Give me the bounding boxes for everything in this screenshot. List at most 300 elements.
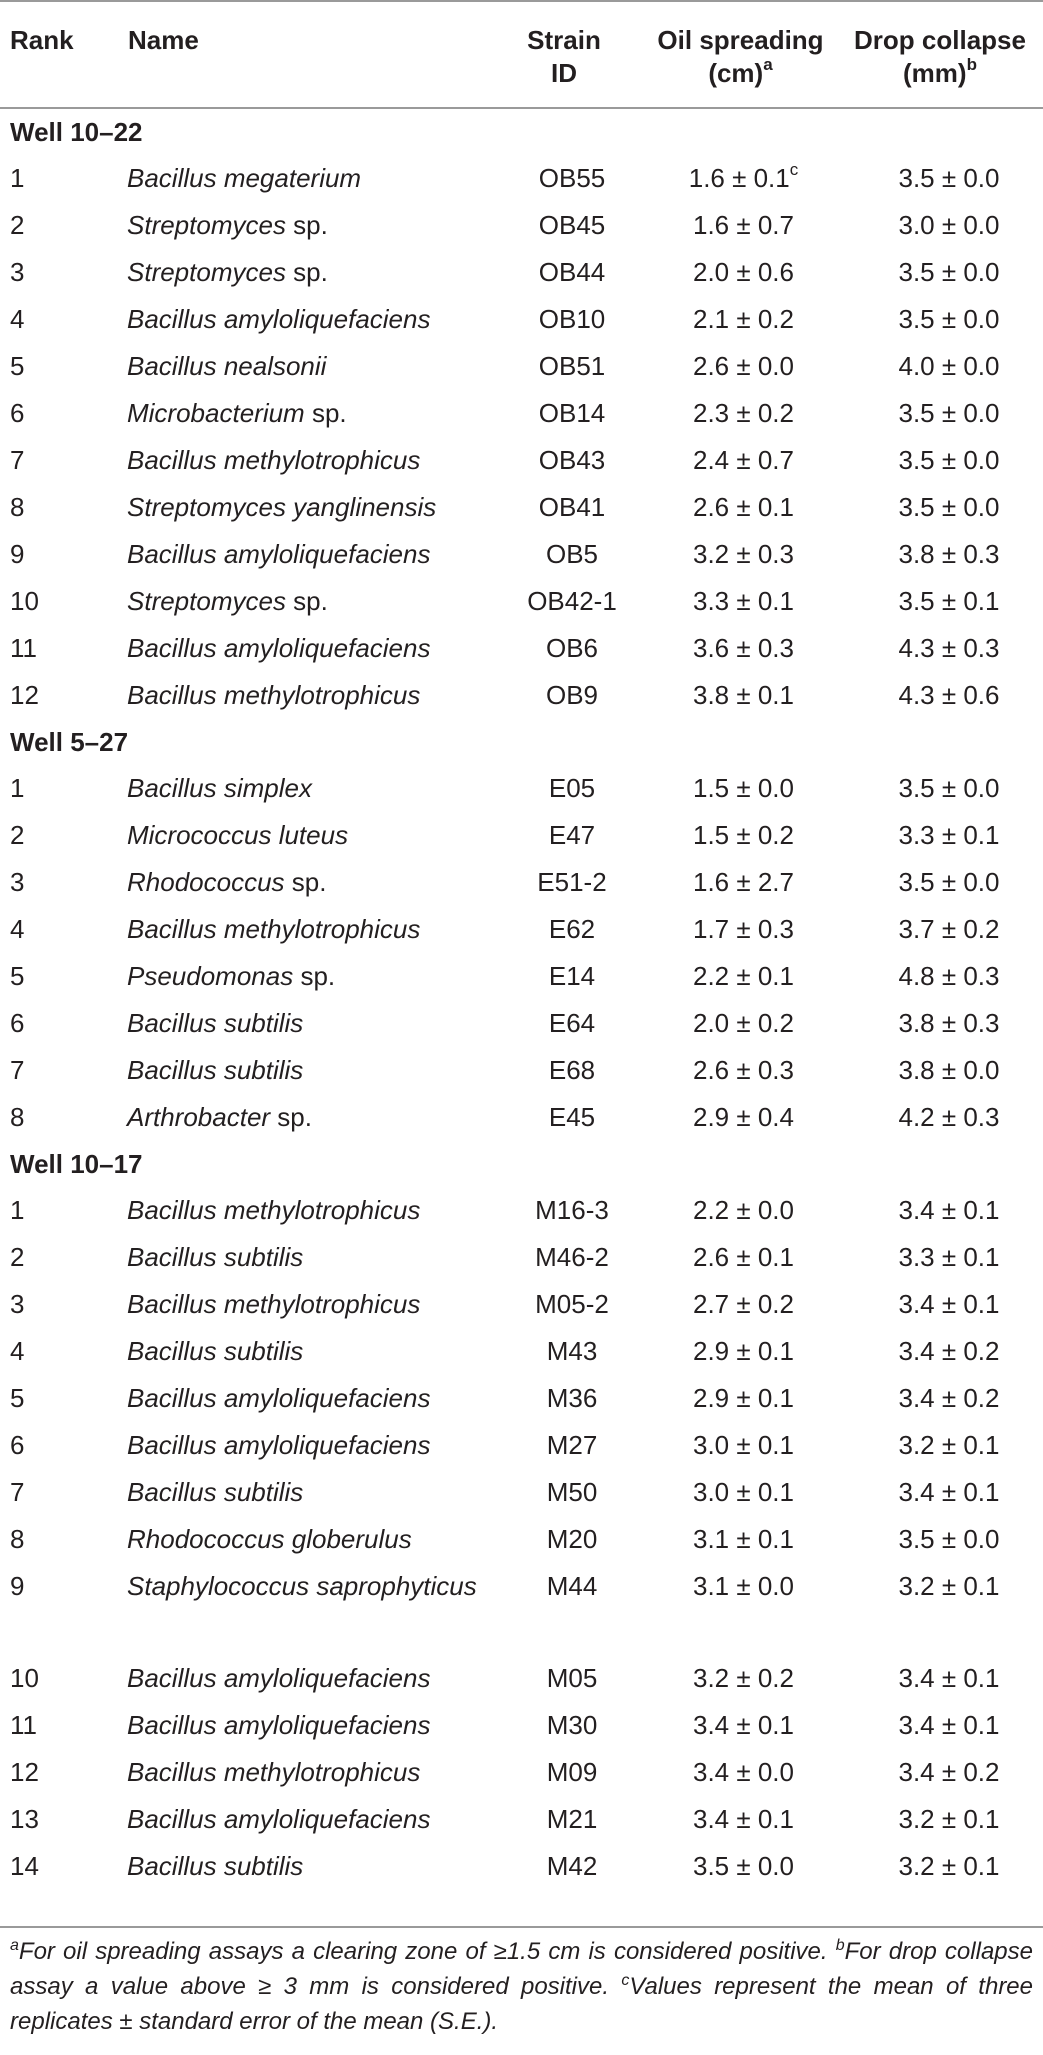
oil-value: 3.1 ± 0.0 bbox=[692, 1571, 794, 1601]
cell-strain-id: OB9 bbox=[545, 680, 599, 710]
cell-oil-spreading bbox=[644, 296, 837, 343]
header-strain bbox=[484, 1, 644, 108]
cell-rank: 1 bbox=[10, 773, 25, 803]
cell-strain-id: M05 bbox=[546, 1663, 598, 1693]
species-name: Bacillus amyloliquefaciens bbox=[127, 633, 431, 663]
cell-rank: 12 bbox=[10, 1757, 39, 1787]
cell-drop-collapse: 4.3 ± 0.3 bbox=[898, 633, 1000, 663]
cell-oil-spreading bbox=[644, 1281, 837, 1328]
species-name: Rhodococcus bbox=[127, 867, 285, 897]
cell-strain-id: OB45 bbox=[538, 210, 606, 240]
cell-name bbox=[124, 1094, 484, 1141]
cell-strain-id: OB44 bbox=[538, 257, 606, 287]
cell-drop-collapse: 3.7 ± 0.2 bbox=[898, 914, 1000, 944]
cell-strain-id: E45 bbox=[548, 1102, 596, 1132]
cell-strain-id: OB6 bbox=[545, 633, 599, 663]
cell-name bbox=[124, 531, 484, 578]
header-oil-line1: Oil spreading bbox=[657, 25, 824, 55]
table-row bbox=[0, 1796, 1043, 1843]
species-name: Bacillus subtilis bbox=[127, 1477, 304, 1507]
cell-drop-collapse: 3.5 ± 0.0 bbox=[898, 398, 1000, 428]
cell-strain-id: E47 bbox=[548, 820, 596, 850]
cell-name bbox=[124, 296, 484, 343]
cell-name bbox=[124, 1749, 484, 1796]
table-row bbox=[0, 1422, 1043, 1469]
species-name: Arthrobacter bbox=[127, 1102, 271, 1132]
cell-strain-id: M36 bbox=[546, 1383, 598, 1413]
cell-drop-collapse: 4.3 ± 0.6 bbox=[898, 680, 1000, 710]
species-name: Bacillus nealsonii bbox=[127, 351, 327, 381]
species-suffix: sp. bbox=[285, 257, 328, 287]
cell-name bbox=[124, 1563, 484, 1655]
species-name: Bacillus subtilis bbox=[127, 1008, 304, 1038]
cell-name bbox=[124, 765, 484, 812]
cell-strain-id: M09 bbox=[546, 1757, 598, 1787]
cell-rank: 8 bbox=[10, 1524, 25, 1554]
cell-rank: 11 bbox=[10, 1710, 37, 1740]
species-suffix: sp. bbox=[285, 586, 328, 616]
species-name: Bacillus amyloliquefaciens bbox=[127, 304, 431, 334]
oil-value: 2.6 ± 0.1 bbox=[692, 1242, 794, 1272]
cell-rank: 3 bbox=[10, 1289, 25, 1319]
cell-rank: 2 bbox=[10, 1242, 25, 1272]
cell-drop-collapse: 3.4 ± 0.1 bbox=[898, 1195, 1000, 1225]
cell-drop-collapse: 3.0 ± 0.0 bbox=[898, 210, 1000, 240]
cell-name bbox=[124, 484, 484, 531]
cell-name bbox=[124, 906, 484, 953]
table-row bbox=[0, 1655, 1043, 1702]
oil-value: 1.5 ± 0.2 bbox=[692, 820, 794, 850]
header-strain-line2: ID bbox=[551, 58, 577, 88]
cell-strain-id: M46-2 bbox=[535, 1242, 609, 1272]
species-name: Streptomyces yanglinensis bbox=[127, 492, 437, 522]
oil-value: 3.4 ± 0.0 bbox=[692, 1757, 794, 1787]
cell-oil-spreading bbox=[644, 1328, 837, 1375]
species-suffix: sp. bbox=[304, 398, 347, 428]
table-row bbox=[0, 437, 1043, 484]
cell-strain-id: M30 bbox=[546, 1710, 598, 1740]
cell-name bbox=[124, 1234, 484, 1281]
cell-oil-spreading bbox=[644, 1702, 837, 1749]
table-row bbox=[0, 1281, 1043, 1328]
cell-strain-id: M27 bbox=[546, 1430, 598, 1460]
cell-name bbox=[124, 1843, 484, 1890]
species-suffix: sp. bbox=[293, 961, 336, 991]
species-name: Rhodococcus globerulus bbox=[127, 1524, 412, 1554]
cell-name bbox=[124, 1281, 484, 1328]
table-row bbox=[0, 1749, 1043, 1796]
cell-strain-id: E14 bbox=[548, 961, 596, 991]
oil-value: 3.1 ± 0.1 bbox=[692, 1524, 794, 1554]
cell-oil-spreading bbox=[644, 531, 837, 578]
cell-drop-collapse: 3.5 ± 0.0 bbox=[898, 773, 1000, 803]
cell-drop-collapse: 3.4 ± 0.1 bbox=[898, 1663, 1000, 1693]
oil-value: 2.9 ± 0.1 bbox=[692, 1336, 794, 1366]
cell-strain-id: E64 bbox=[548, 1008, 596, 1038]
cell-rank: 1 bbox=[10, 163, 25, 193]
table-row bbox=[0, 1469, 1043, 1516]
footnote-c-text: Values represent the mean of three replicates ± standard error of the mean (S.E.). bbox=[10, 1973, 1034, 2035]
cell-rank: 6 bbox=[10, 398, 25, 428]
cell-oil-spreading bbox=[644, 578, 837, 625]
cell-rank: 2 bbox=[10, 820, 25, 850]
table-row bbox=[0, 953, 1043, 1000]
cell-rank: 10 bbox=[10, 586, 39, 616]
cell-oil-spreading bbox=[644, 1563, 837, 1655]
oil-value: 2.1 ± 0.2 bbox=[692, 304, 794, 334]
cell-rank: 6 bbox=[10, 1008, 25, 1038]
cell-drop-collapse: 3.5 ± 0.0 bbox=[898, 867, 1000, 897]
cell-name bbox=[124, 1375, 484, 1422]
species-name: Streptomyces bbox=[127, 210, 286, 240]
cell-rank: 3 bbox=[10, 867, 25, 897]
cell-name bbox=[124, 1187, 484, 1234]
species-name: Bacillus amyloliquefaciens bbox=[127, 1710, 431, 1740]
cell-strain-id: OB43 bbox=[538, 445, 606, 475]
cell-strain-id: E68 bbox=[548, 1055, 596, 1085]
cell-rank: 5 bbox=[10, 961, 25, 991]
cell-name bbox=[124, 202, 484, 249]
cell-drop-collapse: 3.2 ± 0.1 bbox=[898, 1430, 1000, 1460]
cell-rank: 11 bbox=[10, 633, 37, 663]
species-name: Bacillus subtilis bbox=[127, 1242, 304, 1272]
cell-rank: 7 bbox=[10, 1055, 25, 1085]
cell-rank: 3 bbox=[10, 257, 25, 287]
oil-value: 3.4 ± 0.1 bbox=[692, 1710, 794, 1740]
header-name: Name bbox=[124, 1, 484, 108]
table-row bbox=[0, 1000, 1043, 1047]
cell-strain-id: OB51 bbox=[538, 351, 606, 381]
oil-value: 1.7 ± 0.3 bbox=[692, 914, 794, 944]
header-oil bbox=[644, 1, 837, 108]
cell-drop-collapse: 3.5 ± 0.1 bbox=[898, 586, 1000, 616]
table-row bbox=[0, 484, 1043, 531]
cell-oil-spreading bbox=[644, 672, 837, 719]
cell-strain-id: M42 bbox=[546, 1851, 598, 1881]
table-row bbox=[0, 625, 1043, 672]
cell-drop-collapse: 3.4 ± 0.1 bbox=[898, 1710, 1000, 1740]
cell-strain-id: E51-2 bbox=[537, 867, 607, 897]
species-name: Bacillus amyloliquefaciens bbox=[127, 1804, 431, 1834]
cell-strain-id: M21 bbox=[546, 1804, 598, 1834]
cell-oil-spreading bbox=[644, 437, 837, 484]
oil-value: 3.2 ± 0.2 bbox=[692, 1663, 794, 1693]
oil-value: 3.0 ± 0.1 bbox=[692, 1477, 794, 1507]
cell-drop-collapse: 3.4 ± 0.1 bbox=[898, 1289, 1000, 1319]
header-drop-sup: b bbox=[966, 55, 977, 75]
header-strain-line1: Strain bbox=[527, 25, 601, 55]
oil-value: 3.3 ± 0.1 bbox=[692, 586, 794, 616]
group-title: Well 10–17 bbox=[10, 1149, 143, 1179]
species-name: Micrococcus luteus bbox=[127, 820, 349, 850]
table-row bbox=[0, 1234, 1043, 1281]
cell-rank: 4 bbox=[10, 914, 25, 944]
cell-oil-spreading bbox=[644, 1796, 837, 1843]
table-row bbox=[0, 1516, 1043, 1563]
cell-drop-collapse: 3.8 ± 0.3 bbox=[898, 1008, 1000, 1038]
cell-strain-id: OB42-1 bbox=[527, 586, 617, 616]
cell-drop-collapse: 3.2 ± 0.1 bbox=[898, 1571, 1000, 1601]
oil-value: 3.2 ± 0.3 bbox=[692, 539, 794, 569]
cell-rank: 8 bbox=[10, 1102, 25, 1132]
footnote-b-text: For drop collapse assay a value above ≥ 3 mm is considered positive. bbox=[10, 1938, 1033, 2000]
cell-rank: 4 bbox=[10, 304, 25, 334]
cell-oil-spreading bbox=[644, 1094, 837, 1141]
species-name: Bacillus methylotrophicus bbox=[127, 1757, 421, 1787]
cell-name bbox=[124, 1655, 484, 1702]
oil-value: 3.8 ± 0.1 bbox=[692, 680, 794, 710]
cell-strain-id: E62 bbox=[548, 914, 596, 944]
cell-oil-spreading bbox=[644, 812, 837, 859]
oil-value: 1.6 ± 2.7 bbox=[692, 867, 794, 897]
cell-drop-collapse: 3.2 ± 0.1 bbox=[898, 1804, 1000, 1834]
cell-drop-collapse: 3.4 ± 0.2 bbox=[898, 1383, 1000, 1413]
cell-drop-collapse: 3.4 ± 0.2 bbox=[898, 1757, 1000, 1787]
cell-drop-collapse: 3.2 ± 0.1 bbox=[898, 1851, 1000, 1881]
cell-oil-spreading bbox=[644, 1422, 837, 1469]
species-suffix: sp. bbox=[270, 1102, 312, 1132]
species-suffix: sp. bbox=[285, 210, 328, 240]
species-name: Bacillus methylotrophicus bbox=[127, 445, 421, 475]
table-row bbox=[0, 859, 1043, 906]
species-name: Bacillus methylotrophicus bbox=[127, 1195, 421, 1225]
table-row bbox=[0, 765, 1043, 812]
cell-rank: 7 bbox=[10, 1477, 25, 1507]
species-name: Streptomyces bbox=[127, 586, 286, 616]
cell-strain-id: M16-3 bbox=[535, 1195, 609, 1225]
cell-rank: 12 bbox=[10, 680, 39, 710]
cell-rank: 9 bbox=[10, 539, 25, 569]
cell-rank: 5 bbox=[10, 1383, 25, 1413]
table-row bbox=[0, 1047, 1043, 1094]
table-body bbox=[0, 108, 1043, 1890]
oil-value: 2.6 ± 0.0 bbox=[692, 351, 794, 381]
group-header-row bbox=[0, 108, 1043, 155]
cell-name bbox=[124, 437, 484, 484]
cell-oil-spreading bbox=[644, 859, 837, 906]
cell-strain-id: OB55 bbox=[538, 163, 606, 193]
cell-name bbox=[124, 1516, 484, 1563]
table-row bbox=[0, 1328, 1043, 1375]
table-row bbox=[0, 1187, 1043, 1234]
table-row bbox=[0, 1375, 1043, 1422]
cell-name bbox=[124, 343, 484, 390]
cell-oil-spreading bbox=[644, 1047, 837, 1094]
cell-oil-spreading bbox=[644, 1234, 837, 1281]
cell-oil-spreading bbox=[644, 249, 837, 296]
oil-value: 3.5 ± 0.0 bbox=[692, 1851, 794, 1881]
oil-value: 2.4 ± 0.7 bbox=[692, 445, 794, 475]
cell-name bbox=[124, 1796, 484, 1843]
species-name: Bacillus simplex bbox=[127, 773, 312, 803]
cell-drop-collapse: 3.8 ± 0.3 bbox=[898, 539, 1000, 569]
footnote-a-text: For oil spreading assays a clearing zone of ≥1.5 cm is considered positive. bbox=[18, 1938, 828, 1965]
oil-value: 2.7 ± 0.2 bbox=[692, 1289, 794, 1319]
species-suffix: sp. bbox=[284, 867, 327, 897]
oil-value: 2.6 ± 0.3 bbox=[692, 1055, 794, 1085]
cell-oil-spreading bbox=[644, 1749, 837, 1796]
cell-oil-spreading bbox=[644, 1516, 837, 1563]
table-row bbox=[0, 1843, 1043, 1890]
footnote-b-marker: b bbox=[835, 1937, 845, 1954]
cell-strain-id: M43 bbox=[546, 1336, 598, 1366]
header-drop bbox=[837, 1, 1043, 108]
species-name: Bacillus megaterium bbox=[127, 163, 362, 193]
cell-name bbox=[124, 578, 484, 625]
oil-value: 3.6 ± 0.3 bbox=[692, 633, 794, 663]
group-header-row bbox=[0, 719, 1043, 765]
cell-drop-collapse: 3.5 ± 0.0 bbox=[898, 445, 1000, 475]
table-row bbox=[0, 578, 1043, 625]
table-row bbox=[0, 1563, 1043, 1655]
cell-name bbox=[124, 1047, 484, 1094]
cell-drop-collapse: 3.5 ± 0.0 bbox=[898, 257, 1000, 287]
oil-value: 2.2 ± 0.1 bbox=[692, 961, 794, 991]
cell-oil-spreading bbox=[644, 1375, 837, 1422]
cell-strain-id: OB14 bbox=[538, 398, 606, 428]
cell-rank: 9 bbox=[10, 1571, 25, 1601]
cell-oil-spreading bbox=[644, 1000, 837, 1047]
oil-footnote-marker: c bbox=[789, 160, 799, 180]
cell-drop-collapse: 3.5 ± 0.0 bbox=[898, 492, 1000, 522]
cell-rank: 6 bbox=[10, 1430, 25, 1460]
table-row bbox=[0, 390, 1043, 437]
table-row bbox=[0, 812, 1043, 859]
cell-oil-spreading bbox=[644, 953, 837, 1000]
cell-oil-spreading bbox=[644, 1655, 837, 1702]
species-name: Microbacterium bbox=[127, 398, 305, 428]
footnote-c-marker: c bbox=[621, 1972, 630, 1989]
oil-value: 1.6 ± 0.7 bbox=[692, 210, 794, 240]
cell-rank: 8 bbox=[10, 492, 25, 522]
cell-oil-spreading bbox=[644, 1469, 837, 1516]
cell-rank: 1 bbox=[10, 1195, 25, 1225]
species-name: Bacillus subtilis bbox=[127, 1055, 304, 1085]
species-name: Bacillus subtilis bbox=[127, 1851, 304, 1881]
cell-name bbox=[124, 1328, 484, 1375]
cell-name bbox=[124, 249, 484, 296]
cell-rank: 7 bbox=[10, 445, 25, 475]
cell-rank: 10 bbox=[10, 1663, 39, 1693]
footnote-a-marker: a bbox=[10, 1937, 19, 1954]
oil-value: 2.6 ± 0.1 bbox=[692, 492, 794, 522]
oil-value: 2.0 ± 0.6 bbox=[692, 257, 794, 287]
footnotes bbox=[0, 1926, 1043, 2039]
table-row bbox=[0, 531, 1043, 578]
species-name: Bacillus amyloliquefaciens bbox=[127, 539, 431, 569]
cell-oil-spreading bbox=[644, 484, 837, 531]
cell-name bbox=[124, 625, 484, 672]
table-row bbox=[0, 296, 1043, 343]
oil-value: 2.2 ± 0.0 bbox=[692, 1195, 794, 1225]
cell-name bbox=[124, 155, 484, 202]
header-drop-line1: Drop collapse bbox=[854, 25, 1026, 55]
cell-rank: 4 bbox=[10, 1336, 25, 1366]
species-name: Bacillus amyloliquefaciens bbox=[127, 1430, 431, 1460]
table-header bbox=[0, 1, 1043, 108]
cell-strain-id: OB10 bbox=[538, 304, 606, 334]
cell-strain-id: OB5 bbox=[545, 539, 599, 569]
species-name: Bacillus subtilis bbox=[127, 1336, 304, 1366]
species-name: Pseudomonas bbox=[127, 961, 294, 991]
cell-drop-collapse: 4.0 ± 0.0 bbox=[898, 351, 1000, 381]
oil-value: 2.0 ± 0.2 bbox=[692, 1008, 794, 1038]
cell-strain-id: OB41 bbox=[538, 492, 606, 522]
oil-value: 3.4 ± 0.1 bbox=[692, 1804, 794, 1834]
table-row bbox=[0, 202, 1043, 249]
species-name: Staphylococcus saprophyticus bbox=[127, 1571, 477, 1601]
oil-value: 2.3 ± 0.2 bbox=[692, 398, 794, 428]
cell-name bbox=[124, 1469, 484, 1516]
cell-name bbox=[124, 1702, 484, 1749]
cell-strain-id: M50 bbox=[546, 1477, 598, 1507]
cell-name bbox=[124, 859, 484, 906]
cell-oil-spreading bbox=[644, 202, 837, 249]
cell-drop-collapse: 3.3 ± 0.1 bbox=[898, 1242, 1000, 1272]
oil-value: 1.6 ± 0.1 bbox=[688, 163, 790, 193]
species-name: Bacillus methylotrophicus bbox=[127, 1289, 421, 1319]
cell-drop-collapse: 3.5 ± 0.0 bbox=[898, 163, 1000, 193]
table-row bbox=[0, 155, 1043, 202]
header-oil-sup: a bbox=[763, 55, 773, 75]
header-oil-line2: (cm) bbox=[708, 58, 764, 88]
table-row bbox=[0, 672, 1043, 719]
group-title: Well 10–22 bbox=[10, 117, 143, 147]
cell-rank: 5 bbox=[10, 351, 25, 381]
table-row bbox=[0, 1702, 1043, 1749]
cell-name bbox=[124, 1000, 484, 1047]
cell-drop-collapse: 3.5 ± 0.0 bbox=[898, 1524, 1000, 1554]
species-name: Bacillus amyloliquefaciens bbox=[127, 1663, 431, 1693]
cell-oil-spreading bbox=[644, 765, 837, 812]
cell-drop-collapse: 4.2 ± 0.3 bbox=[898, 1102, 1000, 1132]
cell-name bbox=[124, 812, 484, 859]
cell-name bbox=[124, 953, 484, 1000]
cell-oil-spreading bbox=[644, 390, 837, 437]
cell-drop-collapse: 4.8 ± 0.3 bbox=[898, 961, 1000, 991]
table-row bbox=[0, 906, 1043, 953]
cell-name bbox=[124, 1422, 484, 1469]
table-row bbox=[0, 1094, 1043, 1141]
cell-drop-collapse: 3.8 ± 0.0 bbox=[898, 1055, 1000, 1085]
cell-oil-spreading bbox=[644, 155, 837, 202]
cell-drop-collapse: 3.5 ± 0.0 bbox=[898, 304, 1000, 334]
species-name: Streptomyces bbox=[127, 257, 286, 287]
cell-strain-id: M20 bbox=[546, 1524, 598, 1554]
cell-oil-spreading bbox=[644, 625, 837, 672]
cell-oil-spreading bbox=[644, 1843, 837, 1890]
cell-rank: 2 bbox=[10, 210, 25, 240]
oil-value: 2.9 ± 0.1 bbox=[692, 1383, 794, 1413]
species-name: Bacillus methylotrophicus bbox=[127, 914, 421, 944]
cell-drop-collapse: 3.4 ± 0.1 bbox=[898, 1477, 1000, 1507]
cell-strain-id: M44 bbox=[546, 1571, 598, 1601]
cell-strain-id: E05 bbox=[548, 773, 596, 803]
cell-drop-collapse: 3.3 ± 0.1 bbox=[898, 820, 1000, 850]
oil-value: 3.0 ± 0.1 bbox=[692, 1430, 794, 1460]
species-name: Bacillus amyloliquefaciens bbox=[127, 1383, 431, 1413]
cell-oil-spreading bbox=[644, 906, 837, 953]
cell-strain-id: M05-2 bbox=[535, 1289, 609, 1319]
cell-drop-collapse: 3.4 ± 0.2 bbox=[898, 1336, 1000, 1366]
cell-name bbox=[124, 390, 484, 437]
cell-name bbox=[124, 672, 484, 719]
header-rank: Rank bbox=[0, 1, 124, 108]
cell-oil-spreading bbox=[644, 343, 837, 390]
table-row bbox=[0, 249, 1043, 296]
header-drop-line2: (mm) bbox=[903, 58, 967, 88]
cell-rank: 13 bbox=[10, 1804, 39, 1834]
